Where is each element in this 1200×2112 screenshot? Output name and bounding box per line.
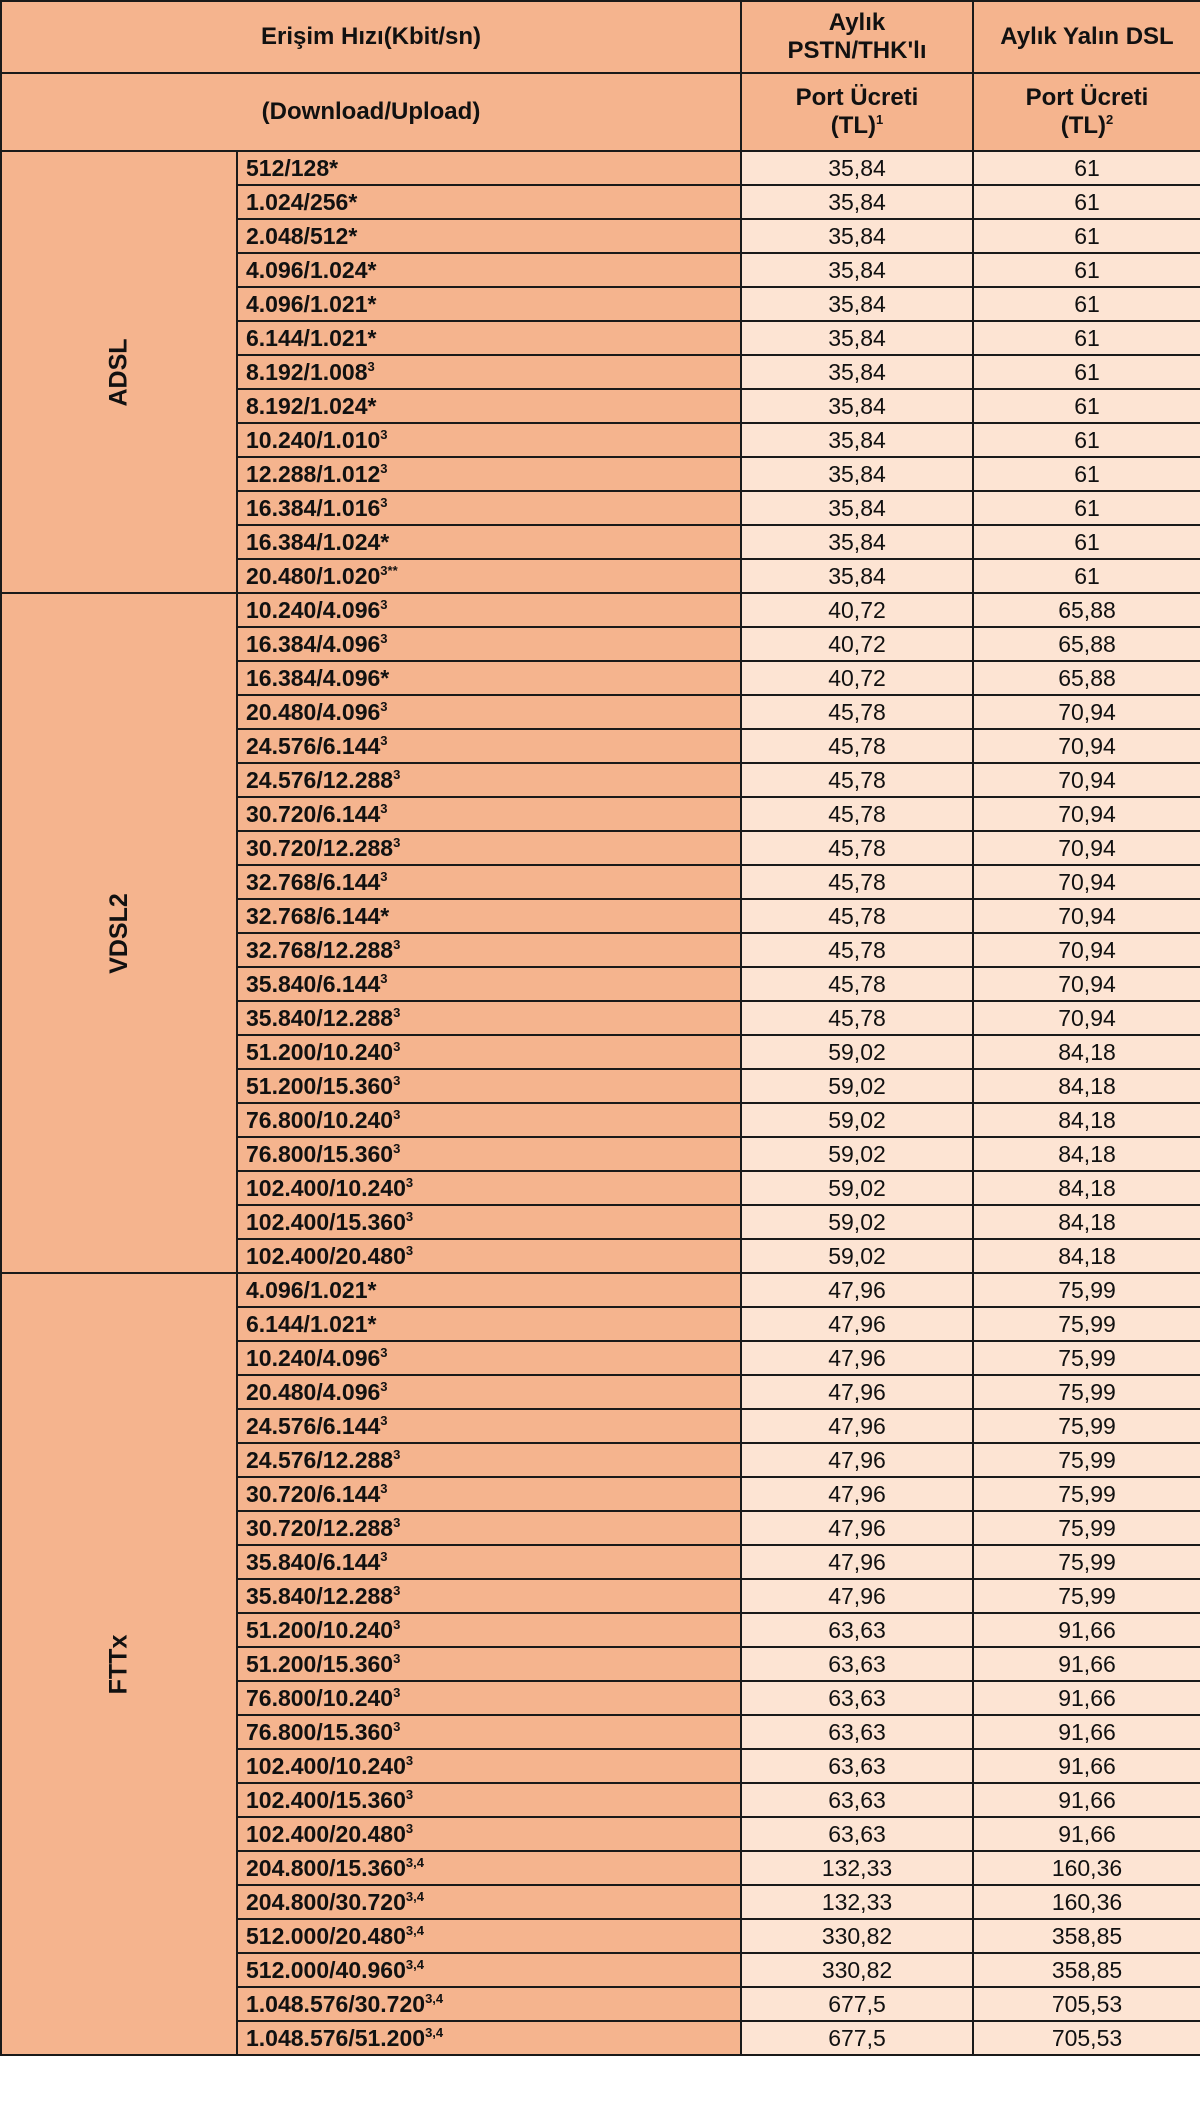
speed-cell [237, 559, 741, 593]
yalin-price-cell: 705,53 [973, 2021, 1200, 2055]
speed-cell [237, 1851, 741, 1885]
speed-subtitle-cell [1, 73, 741, 151]
pstn-price-cell: 59,02 [741, 1069, 973, 1103]
yalin-price-cell: 84,18 [973, 1103, 1200, 1137]
pstn-footnote-ref: 1 [876, 112, 884, 127]
speed-cell [237, 865, 741, 899]
speed-value: 35.840/6.144 [246, 1549, 381, 1575]
footnote-ref: 3 [380, 1413, 388, 1428]
speed-value: 20.480/4.096 [246, 699, 381, 725]
yalin-price-cell: 70,94 [973, 797, 1200, 831]
speed-cell [237, 1477, 741, 1511]
pstn-price-cell: 330,82 [741, 1953, 973, 1987]
yalin-price-cell: 61 [973, 525, 1200, 559]
pstn-price-cell: 63,63 [741, 1715, 973, 1749]
yalin-price-cell: 91,66 [973, 1715, 1200, 1749]
yalin-price-cell: 61 [973, 559, 1200, 593]
yalin-price-cell: 61 [973, 151, 1200, 185]
speed-value: 10.240/4.096 [246, 597, 381, 623]
yalin-price-cell: 61 [973, 457, 1200, 491]
speed-value: 16.384/4.096* [246, 665, 390, 691]
yalin-price-cell: 70,94 [973, 831, 1200, 865]
yalin-price-cell: 91,66 [973, 1681, 1200, 1715]
speed-cell [237, 1885, 741, 1919]
speed-value: 1.024/256* [246, 189, 358, 215]
speed-value: 204.800/15.360 [246, 1855, 406, 1881]
speed-value: 102.400/15.360 [246, 1787, 406, 1813]
speed-cell [237, 1375, 741, 1409]
yalin-subtitle-cell [973, 73, 1200, 151]
yalin-price-cell: 75,99 [973, 1579, 1200, 1613]
speed-value: 24.576/12.288 [246, 767, 394, 793]
header-row-2 [1, 73, 1200, 151]
yalin-price-cell: 91,66 [973, 1783, 1200, 1817]
table-body [1, 1, 1200, 2055]
technology-label: ADSL [104, 337, 133, 407]
pstn-subtitle-line1: Port Ücreti [795, 84, 919, 111]
yalin-price-cell: 160,36 [973, 1851, 1200, 1885]
footnote-ref: 3 [405, 1243, 414, 1258]
speed-cell [237, 661, 741, 695]
speed-value: 8.192/1.008 [246, 359, 368, 385]
yalin-price-cell: 61 [973, 491, 1200, 525]
speed-value: 32.768/12.288 [246, 937, 394, 963]
speed-cell [237, 797, 741, 831]
footnote-ref: 3 [405, 1753, 414, 1768]
speed-cell [237, 1205, 741, 1239]
speed-cell [237, 389, 741, 423]
pstn-price-cell: 35,84 [741, 525, 973, 559]
pstn-price-cell: 35,84 [741, 491, 973, 525]
footnote-ref: 3,4 [405, 1889, 424, 1904]
pstn-price-cell: 63,63 [741, 1647, 973, 1681]
footnote-ref: 3 [405, 1787, 414, 1802]
pstn-price-cell: 47,96 [741, 1375, 973, 1409]
footnote-ref: 3 [393, 1719, 401, 1734]
pstn-price-cell: 40,72 [741, 661, 973, 695]
yalin-price-cell: 70,94 [973, 933, 1200, 967]
speed-value: 512.000/20.480 [246, 1923, 406, 1949]
yalin-title: Aylık Yalın DSL [1000, 23, 1174, 50]
pstn-price-cell: 59,02 [741, 1103, 973, 1137]
pstn-price-cell: 59,02 [741, 1205, 973, 1239]
speed-value: 32.768/6.144 [246, 869, 381, 895]
yalin-price-cell: 91,66 [973, 1647, 1200, 1681]
speed-cell [237, 1069, 741, 1103]
speed-cell [237, 933, 741, 967]
footnote-ref: 3** [380, 563, 398, 578]
yalin-price-cell: 91,66 [973, 1817, 1200, 1851]
footnote-ref: 3,4 [425, 1991, 444, 2006]
speed-subtitle: (Download/Upload) [261, 98, 481, 125]
speed-cell [237, 1307, 741, 1341]
speed-value: 102.400/20.480 [246, 1243, 406, 1269]
footnote-ref: 3 [393, 1107, 401, 1122]
speed-cell [237, 1613, 741, 1647]
speed-value: 1.048.576/30.720 [246, 1991, 426, 2017]
yalin-price-cell: 61 [973, 185, 1200, 219]
speed-cell [237, 695, 741, 729]
footnote-ref: 3 [393, 1447, 401, 1462]
yalin-price-cell: 70,94 [973, 1001, 1200, 1035]
pstn-price-cell: 63,63 [741, 1817, 973, 1851]
header-row-1 [1, 1, 1200, 73]
yalin-price-cell: 91,66 [973, 1749, 1200, 1783]
technology-label: VDSL2 [104, 892, 133, 974]
footnote-ref: 3 [405, 1821, 414, 1836]
speed-value: 51.200/15.360 [246, 1073, 394, 1099]
footnote-ref: 3 [393, 1583, 401, 1598]
pstn-price-cell: 59,02 [741, 1171, 973, 1205]
speed-value: 512.000/40.960 [246, 1957, 406, 1983]
yalin-price-cell: 70,94 [973, 763, 1200, 797]
technology-cell [1, 151, 237, 593]
footnote-ref: 3 [393, 767, 401, 782]
pstn-price-cell: 35,84 [741, 253, 973, 287]
pstn-price-cell: 45,78 [741, 967, 973, 1001]
pstn-price-cell: 59,02 [741, 1137, 973, 1171]
yalin-price-cell: 705,53 [973, 1987, 1200, 2021]
pstn-title-line1: Aylık [828, 9, 886, 36]
yalin-price-cell: 91,66 [973, 1613, 1200, 1647]
footnote-ref: 3 [393, 1685, 401, 1700]
speed-cell [237, 831, 741, 865]
speed-cell [237, 491, 741, 525]
yalin-price-cell: 84,18 [973, 1239, 1200, 1273]
yalin-price-cell: 75,99 [973, 1477, 1200, 1511]
speed-value: 20.480/1.020 [246, 563, 381, 589]
pstn-price-cell: 45,78 [741, 797, 973, 831]
speed-value: 102.400/20.480 [246, 1821, 406, 1847]
speed-cell [237, 899, 741, 933]
pstn-price-cell: 330,82 [741, 1919, 973, 1953]
speed-cell [237, 1817, 741, 1851]
table-row [1, 593, 1200, 627]
pstn-price-cell: 47,96 [741, 1511, 973, 1545]
pstn-price-cell: 35,84 [741, 389, 973, 423]
pstn-price-cell: 59,02 [741, 1035, 973, 1069]
speed-value: 76.800/10.240 [246, 1685, 394, 1711]
pstn-price-cell: 45,78 [741, 899, 973, 933]
yalin-price-cell: 84,18 [973, 1137, 1200, 1171]
speed-value: 24.576/12.288 [246, 1447, 394, 1473]
pstn-price-cell: 59,02 [741, 1239, 973, 1273]
footnote-ref: 3,4 [405, 1957, 424, 1972]
yalin-price-cell: 358,85 [973, 1953, 1200, 1987]
speed-cell [237, 1579, 741, 1613]
footnote-ref: 3 [393, 1073, 401, 1088]
pstn-price-cell: 63,63 [741, 1681, 973, 1715]
pstn-price-cell: 47,96 [741, 1307, 973, 1341]
footnote-ref: 3 [380, 1481, 388, 1496]
yalin-price-cell: 75,99 [973, 1307, 1200, 1341]
pstn-price-cell: 45,78 [741, 933, 973, 967]
yalin-price-cell: 70,94 [973, 729, 1200, 763]
speed-value: 51.200/10.240 [246, 1039, 394, 1065]
footnote-ref: 3,4 [405, 1855, 424, 1870]
technology-cell [1, 1273, 237, 2055]
footnote-ref: 3 [393, 937, 401, 952]
speed-value: 12.288/1.012 [246, 461, 381, 487]
yalin-price-cell: 84,18 [973, 1205, 1200, 1239]
speed-cell [237, 253, 741, 287]
pstn-price-cell: 47,96 [741, 1409, 973, 1443]
speed-cell [237, 321, 741, 355]
speed-cell [237, 1783, 741, 1817]
speed-value: 2.048/512* [246, 223, 358, 249]
speed-value: 20.480/4.096 [246, 1379, 381, 1405]
pstn-price-cell: 40,72 [741, 627, 973, 661]
yalin-price-cell: 75,99 [973, 1273, 1200, 1307]
speed-cell [237, 593, 741, 627]
speed-cell [237, 1647, 741, 1681]
speed-value: 30.720/6.144 [246, 1481, 381, 1507]
speed-cell [237, 525, 741, 559]
footnote-ref: 3 [380, 733, 388, 748]
technology-label: FTTx [104, 1634, 133, 1694]
yalin-price-cell: 70,94 [973, 695, 1200, 729]
pstn-price-cell: 47,96 [741, 1443, 973, 1477]
speed-value: 32.768/6.144* [246, 903, 390, 929]
speed-value: 35.840/12.288 [246, 1005, 394, 1031]
speed-value: 76.800/15.360 [246, 1141, 394, 1167]
pstn-price-cell: 35,84 [741, 423, 973, 457]
yalin-price-cell: 61 [973, 287, 1200, 321]
table-row [1, 151, 1200, 185]
speed-cell [237, 1137, 741, 1171]
pstn-price-cell: 132,33 [741, 1885, 973, 1919]
pstn-price-cell: 35,84 [741, 559, 973, 593]
yalin-price-cell: 61 [973, 389, 1200, 423]
speed-cell [237, 185, 741, 219]
speed-cell [237, 1715, 741, 1749]
footnote-ref: 3,4 [405, 1923, 424, 1938]
speed-cell [237, 967, 741, 1001]
footnote-ref: 3 [380, 1379, 388, 1394]
speed-cell [237, 1545, 741, 1579]
yalin-price-cell: 61 [973, 219, 1200, 253]
footnote-ref: 3 [380, 801, 388, 816]
speed-cell [237, 1001, 741, 1035]
pstn-price-cell: 677,5 [741, 2021, 973, 2055]
yalin-price-cell: 358,85 [973, 1919, 1200, 1953]
yalin-price-cell: 75,99 [973, 1375, 1200, 1409]
yalin-subtitle-line1: Port Ücreti [1025, 84, 1149, 111]
speed-value: 16.384/1.024* [246, 529, 390, 555]
speed-value: 8.192/1.024* [246, 393, 377, 419]
speed-cell [237, 1273, 741, 1307]
speed-cell [237, 287, 741, 321]
speed-cell [237, 1987, 741, 2021]
speed-cell [237, 1919, 741, 1953]
pstn-price-cell: 45,78 [741, 865, 973, 899]
speed-cell [237, 1953, 741, 1987]
table-row [1, 1273, 1200, 1307]
speed-value: 76.800/10.240 [246, 1107, 394, 1133]
footnote-ref: 3 [380, 1345, 388, 1360]
pstn-price-cell: 35,84 [741, 321, 973, 355]
footnote-ref: 3 [393, 1005, 401, 1020]
speed-value: 1.048.576/51.200 [246, 2025, 426, 2051]
yalin-price-cell: 61 [973, 253, 1200, 287]
yalin-price-cell: 61 [973, 321, 1200, 355]
speed-cell [237, 355, 741, 389]
pstn-price-cell: 47,96 [741, 1477, 973, 1511]
technology-cell [1, 593, 237, 1273]
yalin-price-cell: 61 [973, 423, 1200, 457]
yalin-price-cell: 65,88 [973, 627, 1200, 661]
footnote-ref: 3 [393, 835, 401, 850]
yalin-price-cell: 70,94 [973, 899, 1200, 933]
pstn-price-cell: 677,5 [741, 1987, 973, 2021]
speed-cell [237, 1511, 741, 1545]
yalin-price-cell: 75,99 [973, 1341, 1200, 1375]
speed-value: 102.400/10.240 [246, 1753, 406, 1779]
yalin-price-cell: 65,88 [973, 593, 1200, 627]
speed-value: 35.840/6.144 [246, 971, 381, 997]
footnote-ref: 3 [367, 359, 375, 374]
speed-value: 4.096/1.024* [246, 257, 377, 283]
speed-value: 30.720/6.144 [246, 801, 381, 827]
speed-value: 30.720/12.288 [246, 835, 394, 861]
speed-value: 4.096/1.021* [246, 291, 377, 317]
pstn-price-cell: 45,78 [741, 1001, 973, 1035]
yalin-price-cell: 84,18 [973, 1069, 1200, 1103]
speed-title: Erişim Hızı(Kbit/sn) [260, 23, 482, 50]
speed-cell [237, 1239, 741, 1273]
speed-value: 204.800/30.720 [246, 1889, 406, 1915]
speed-value: 51.200/15.360 [246, 1651, 394, 1677]
speed-value: 6.144/1.021* [246, 1311, 377, 1337]
footnote-ref: 3 [380, 971, 388, 986]
pstn-price-cell: 63,63 [741, 1613, 973, 1647]
speed-cell [237, 219, 741, 253]
speed-value: 4.096/1.021* [246, 1277, 377, 1303]
pstn-price-cell: 47,96 [741, 1273, 973, 1307]
pstn-price-cell: 35,84 [741, 457, 973, 491]
speed-value: 24.576/6.144 [246, 733, 381, 759]
speed-title-cell [1, 1, 741, 73]
pstn-price-cell: 35,84 [741, 355, 973, 389]
speed-cell [237, 1749, 741, 1783]
pstn-price-cell: 35,84 [741, 185, 973, 219]
pstn-title-line2: PSTN/THK'lı [787, 37, 927, 64]
pstn-title-cell [741, 1, 973, 73]
pstn-price-cell: 40,72 [741, 593, 973, 627]
footnote-ref: 3 [380, 1549, 388, 1564]
speed-value: 102.400/10.240 [246, 1175, 406, 1201]
footnote-ref: 3 [380, 461, 388, 476]
footnote-ref: 3 [380, 427, 388, 442]
pstn-price-cell: 63,63 [741, 1783, 973, 1817]
footnote-ref: 3 [405, 1209, 414, 1224]
yalin-price-cell: 75,99 [973, 1443, 1200, 1477]
speed-value: 76.800/15.360 [246, 1719, 394, 1745]
pstn-price-cell: 45,78 [741, 831, 973, 865]
speed-value: 10.240/1.010 [246, 427, 381, 453]
footnote-ref: 3 [393, 1515, 401, 1530]
pstn-price-cell: 35,84 [741, 219, 973, 253]
pstn-price-cell: 47,96 [741, 1341, 973, 1375]
yalin-price-cell: 75,99 [973, 1545, 1200, 1579]
yalin-price-cell: 75,99 [973, 1511, 1200, 1545]
speed-value: 30.720/12.288 [246, 1515, 394, 1541]
speed-cell [237, 151, 741, 185]
speed-cell [237, 627, 741, 661]
speed-value: 16.384/4.096 [246, 631, 381, 657]
yalin-price-cell: 84,18 [973, 1171, 1200, 1205]
speed-value: 24.576/6.144 [246, 1413, 381, 1439]
pstn-price-cell: 35,84 [741, 287, 973, 321]
pstn-price-cell: 45,78 [741, 763, 973, 797]
pstn-subtitle-cell [741, 73, 973, 151]
pstn-price-cell: 47,96 [741, 1545, 973, 1579]
speed-cell [237, 457, 741, 491]
footnote-ref: 3 [393, 1617, 401, 1632]
speed-cell [237, 1103, 741, 1137]
pstn-price-cell: 45,78 [741, 729, 973, 763]
footnote-ref: 3 [380, 597, 388, 612]
speed-cell [237, 1681, 741, 1715]
speed-value: 102.400/15.360 [246, 1209, 406, 1235]
speed-cell [237, 1341, 741, 1375]
speed-value: 16.384/1.016 [246, 495, 381, 521]
footnote-ref: 3 [380, 699, 388, 714]
footnote-ref: 3,4 [425, 2025, 444, 2040]
yalin-price-cell: 70,94 [973, 865, 1200, 899]
speed-value: 6.144/1.021* [246, 325, 377, 351]
footnote-ref: 3 [393, 1141, 401, 1156]
speed-value: 512/128* [246, 155, 339, 181]
speed-cell [237, 2021, 741, 2055]
yalin-footnote-ref: 2 [1106, 112, 1114, 127]
speed-value: 51.200/10.240 [246, 1617, 394, 1643]
pstn-price-cell: 45,78 [741, 695, 973, 729]
yalin-price-cell: 61 [973, 355, 1200, 389]
yalin-price-cell: 84,18 [973, 1035, 1200, 1069]
yalin-price-cell: 70,94 [973, 967, 1200, 1001]
footnote-ref: 3 [393, 1651, 401, 1666]
speed-cell [237, 1171, 741, 1205]
pstn-price-cell: 63,63 [741, 1749, 973, 1783]
speed-cell [237, 1443, 741, 1477]
footnote-ref: 3 [380, 631, 388, 646]
speed-value: 10.240/4.096 [246, 1345, 381, 1371]
yalin-subtitle-line2: (TL) [1060, 112, 1107, 139]
speed-cell [237, 1409, 741, 1443]
speed-value: 35.840/12.288 [246, 1583, 394, 1609]
speed-cell [237, 423, 741, 457]
footnote-ref: 3 [380, 495, 388, 510]
yalin-price-cell: 65,88 [973, 661, 1200, 695]
footnote-ref: 3 [405, 1175, 414, 1190]
pstn-price-cell: 47,96 [741, 1579, 973, 1613]
pstn-price-cell: 35,84 [741, 151, 973, 185]
footnote-ref: 3 [393, 1039, 401, 1054]
pstn-subtitle-line2: (TL) [830, 112, 877, 139]
speed-cell [237, 763, 741, 797]
yalin-title-cell [973, 1, 1200, 73]
speed-cell [237, 729, 741, 763]
yalin-price-cell: 160,36 [973, 1885, 1200, 1919]
speed-cell [237, 1035, 741, 1069]
footnote-ref: 3 [380, 869, 388, 884]
pstn-price-cell: 132,33 [741, 1851, 973, 1885]
yalin-price-cell: 75,99 [973, 1409, 1200, 1443]
